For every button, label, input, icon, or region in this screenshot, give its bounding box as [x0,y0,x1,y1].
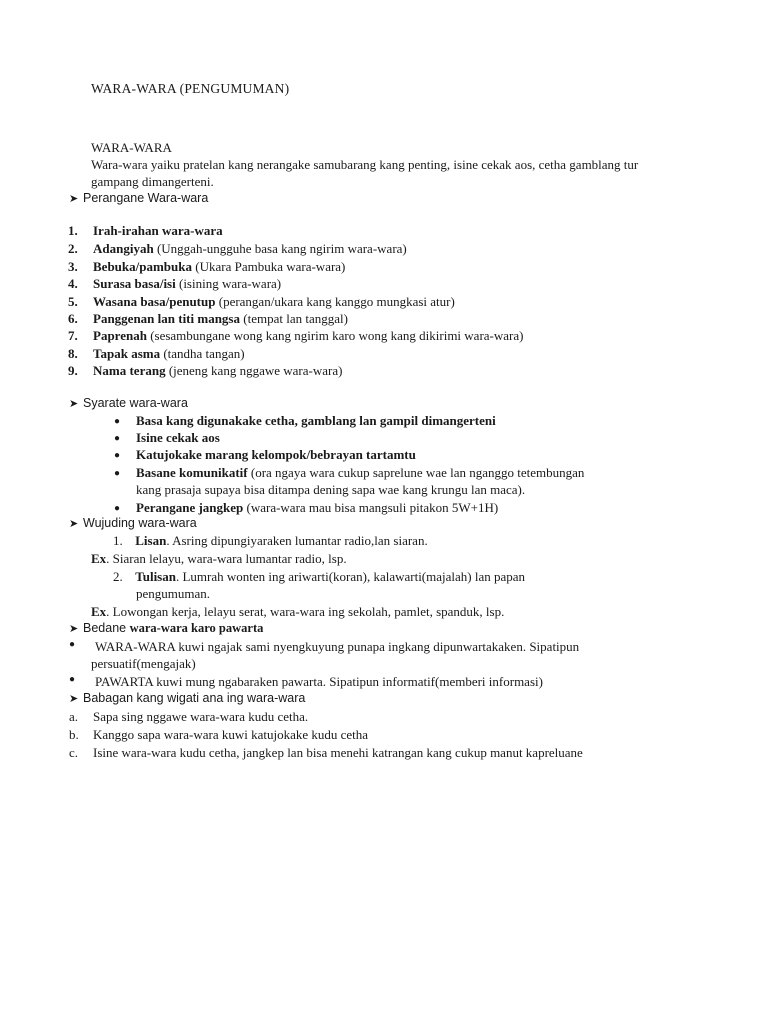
list-item-bold: Basa kang digunakake cetha, gamblang lan gampil dimangerteni [136,413,496,428]
list-letter: b. [69,727,79,742]
list-number: 1. [68,223,78,238]
wujud-item-continuation: pengumuman. [136,586,211,601]
bedane-item-wara-cont: persuatif(mengajak) [91,656,196,671]
list-item-text: (Unggah-ungguhe basa kang ngirim wara-wara) [153,241,407,256]
bullet-dot-icon: ● [114,416,121,427]
list-letter: a. [69,709,79,724]
example-text: . Siaran lelayu, wara-wara lumantar radio, lsp. [106,551,347,566]
bullet-dot-icon: ● [69,639,76,650]
list-number: 3. [68,259,78,274]
heading-text: Perangane Wara-wara [83,191,209,205]
babagan-item: Isine wara-wara kudu cetha, jangkep lan bisa menehi katrangan kang cukup manut kapreluane [93,745,583,760]
list-item-text: (Ukara Pambuka wara-wara) [192,259,346,274]
list-number: 6. [68,311,78,326]
list-item-text: . Asring dipungiyaraken lumantar radio,lan siaran. [166,533,428,548]
babagan-item: Sapa sing nggawe wara-wara kudu cetha. [93,709,309,724]
list-item-bold: Basane komunikatif [136,465,248,480]
heading-text: Babagan kang wigati ana ing wara-wara [83,691,306,705]
syarate-item [136,499,498,516]
list-number: 1. [113,533,123,548]
heading-text: Bedane [83,621,130,635]
perangane-item [93,258,345,275]
example-label: Ex [91,551,107,566]
example-label: Ex [91,604,107,619]
list-number: 2. [68,241,78,256]
heading-text: Wujuding wara-wara [83,516,197,530]
arrow-bullet-icon: ➤ [69,192,79,205]
section-heading-bedane [69,620,263,637]
list-item-bold: Wasana basa/penutup [93,294,216,309]
syarate-item [136,464,584,481]
example-line-1 [91,550,347,567]
list-item-bold: Panggenan lan titi mangsa [93,311,240,326]
list-item-text: (ora ngaya wara cukup saprelune wae lan nganggo tetembungan [247,465,585,480]
list-item-text: (jeneng kang nggawe wara-wara) [165,363,343,378]
list-item-bold: Tulisan [135,569,176,584]
list-item-bold: Paprenah [93,328,147,343]
syarate-item [136,429,220,446]
list-item-bold: Perangane jangkep [136,500,244,515]
babagan-item: Kanggo sapa wara-wara kuwi katujokake kudu cetha [93,727,369,742]
list-item-text: (wara-wara mau bisa mangsuli pitakon 5W+1H) [243,500,499,515]
perangane-item [93,310,348,327]
perangane-item [93,293,455,310]
list-item-bold: Nama terang [93,363,166,378]
section-subtitle: WARA-WARA [91,140,172,155]
syarate-item-continuation: kang prasaja supaya bisa ditampa dening sapa wae kang krungu lan maca). [136,482,526,497]
list-item-text: (tempat lan tanggal) [240,311,348,326]
list-item-text: (perangan/ukara kang kanggo mungkasi atur) [215,294,455,309]
example-text: . Lowongan kerja, lelayu serat, wara-wara ing sekolah, pamlet, spanduk, lsp. [106,604,505,619]
list-number: 8. [68,346,78,361]
perangane-item [93,327,523,344]
syarate-item [136,412,496,429]
section-heading-perangane [69,190,208,207]
list-item-bold: Isine cekak aos [136,430,220,445]
perangane-item [93,345,245,362]
list-item-bold: Lisan [135,533,167,548]
example-line-2 [91,603,504,620]
heading-text: Syarate wara-wara [83,396,188,410]
list-number: 9. [68,363,78,378]
list-item-bold: Tapak asma [93,346,161,361]
heading-bold-text: wara-wara karo pawarta [129,621,264,635]
bullet-dot-icon: ● [114,450,121,461]
intro-paragraph: Wara-wara yaiku pratelan kang nerangake samubarang kang penting, isine cekak aos, cetha gamblang tur gampang dimangerteni. [91,157,639,189]
list-letter: c. [69,745,79,760]
bullet-dot-icon: ● [114,433,121,444]
list-item-bold: Katujokake marang kelompok/bebrayan tartamtu [136,447,416,462]
bedane-item-pawarta: PAWARTA kuwi mung ngabaraken pawarta. Sipatipun informatif(memberi informasi) [95,674,543,689]
list-number: 7. [68,328,78,343]
list-number: 5. [68,294,78,309]
list-item-bold: Surasa basa/isi [93,276,176,291]
section-heading-babagan [69,690,305,707]
wujud-item-lisan [113,532,428,549]
arrow-bullet-icon: ➤ [69,397,79,410]
bullet-dot-icon: ● [114,468,121,479]
list-item-text: (sesambungane wong kang ngirim karo wong kang dikirimi wara-wara) [146,328,524,343]
list-item-bold: Bebuka/pambuka [93,259,192,274]
list-item-text: (tandha tangan) [160,346,245,361]
section-heading-wujuding [69,515,197,532]
bedane-item-wara: WARA-WARA kuwi ngajak sami nyengkuyung punapa ingkang dipunwartakaken. Sipatipun [95,639,580,654]
document-title: WARA-WARA (PENGUMUMAN) [91,81,290,96]
perangane-item [93,362,342,379]
list-item-bold: Irah-irahan wara-wara [93,223,223,238]
arrow-bullet-icon: ➤ [69,692,79,705]
list-number: 2. [113,569,123,584]
section-heading-syarate [69,395,188,412]
list-number: 4. [68,276,78,291]
arrow-bullet-icon: ➤ [69,517,79,530]
arrow-bullet-icon: ➤ [69,622,79,635]
perangane-item [93,275,281,292]
perangane-item [93,240,407,257]
syarate-item [136,446,416,463]
list-item-bold: Adangiyah [93,241,154,256]
wujud-item-tulisan [113,568,525,585]
bullet-dot-icon: ● [69,674,76,685]
perangane-item [93,222,223,239]
bullet-dot-icon: ● [114,503,121,514]
list-item-text: . Lumrah wonten ing ariwarti(koran), kalawarti(majalah) lan papan [175,569,526,584]
list-item-text: (isining wara-wara) [175,276,282,291]
